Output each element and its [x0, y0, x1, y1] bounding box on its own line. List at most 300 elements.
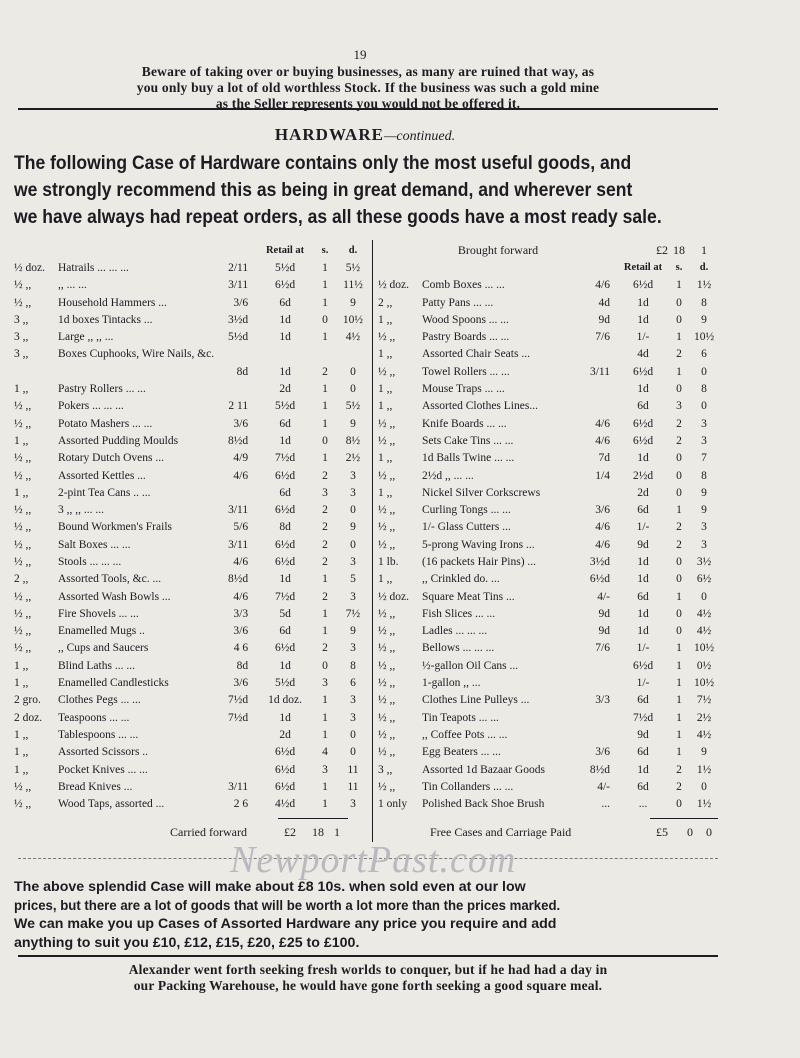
table-row: [378, 605, 718, 622]
pence: 8: [350, 659, 356, 672]
shillings: 2: [322, 504, 328, 517]
retail-price: 6½d: [275, 780, 296, 793]
retail-price: 1d: [637, 763, 649, 776]
pence: 8: [701, 296, 707, 309]
shillings: 1: [322, 400, 328, 413]
cost-price: [214, 726, 256, 743]
retail-price: 1/-: [636, 331, 650, 344]
table-row: [14, 398, 370, 415]
left-total-rule: [278, 818, 348, 819]
pence: 11: [347, 780, 359, 793]
retail-price: 2d: [637, 486, 649, 499]
free-cases-label: Free Cases and Carriage Paid: [430, 825, 572, 839]
intro-paragraph: [14, 150, 725, 231]
item-name: Hatrails ... ... ...: [57, 261, 129, 274]
retail-price: 5d: [279, 607, 291, 620]
shillings: 2: [676, 780, 682, 793]
qty-cell: 1 ,,: [14, 746, 29, 759]
cost-price: 4 6: [233, 642, 249, 655]
table-row: [14, 294, 370, 311]
qty-cell: ½ ,,: [378, 331, 396, 344]
pence: 0: [350, 504, 356, 517]
qty-cell: ½ ,,: [14, 417, 32, 430]
cost-price: ...: [601, 798, 610, 811]
retail-price: 1d: [279, 573, 291, 586]
table-row: [378, 398, 718, 415]
retail-price: 1d: [279, 365, 291, 378]
pence: 7½: [696, 694, 712, 707]
retail-price: 1/-: [636, 642, 650, 655]
retail-price: 6½d: [275, 746, 296, 759]
qty-cell: ½ ,,: [378, 780, 396, 793]
retail-price: 1d: [279, 331, 291, 344]
table-row: [14, 709, 370, 726]
shillings: 2: [676, 417, 682, 430]
qty-cell: ½ ,,: [14, 400, 32, 413]
item-name: Bound Workmen's Frails: [57, 521, 172, 534]
shillings: 0: [676, 625, 682, 638]
item-name: Mouse Traps ... ...: [422, 383, 505, 396]
retail-price: 6½d: [275, 642, 296, 655]
qty-cell: ½ ,,: [14, 504, 32, 517]
shillings: 1: [676, 694, 682, 707]
table-row: [14, 311, 370, 328]
item-name: Clothes Pegs ... ...: [57, 694, 141, 707]
item-name: Patty Pans ... ...: [422, 296, 494, 309]
retail-price: 1d: [279, 313, 291, 326]
item-name: Large ,, ,, ...: [57, 331, 114, 344]
table-row: [14, 640, 370, 657]
shillings: 1: [676, 590, 682, 603]
pence: 9: [701, 504, 707, 517]
carried-forward-shillings: 18: [312, 825, 324, 839]
pence: 0½: [696, 659, 712, 672]
retail-price: 6d: [637, 780, 649, 793]
pence: 6½: [696, 573, 712, 586]
pence: 9: [350, 521, 356, 534]
closing-line: We can make you up Cases of Assorted Hardware any price you require and add: [14, 916, 557, 932]
cost-price: 5/6: [233, 521, 249, 534]
shillings: 3: [322, 486, 328, 499]
table-row: [14, 623, 370, 640]
table-row: [378, 588, 718, 605]
shillings: 1: [322, 607, 328, 620]
intro-line: we have always had repeat orders, as all these goods have a most ready sale.: [14, 206, 662, 228]
carried-forward-pence: 1: [334, 825, 340, 839]
table-row: [14, 380, 370, 397]
shillings: 2: [322, 365, 328, 378]
item-name: Wood Taps, assorted ...: [57, 798, 165, 811]
table-row: [14, 796, 370, 813]
item-name: 1d boxes Tintacks ...: [57, 313, 153, 326]
pence: 5½: [345, 261, 361, 274]
shillings: 2: [676, 521, 682, 534]
qty-cell: 1 ,,: [378, 400, 393, 413]
cost-price: 4/6: [233, 555, 249, 568]
qty-cell: 1 ,,: [14, 677, 29, 690]
table-row: [14, 415, 370, 432]
item-name: Pastry Rollers ... ...: [57, 383, 146, 396]
pence: 1½: [696, 798, 712, 811]
cost-price: 4/-: [597, 590, 610, 603]
table-row: [14, 450, 370, 467]
item-name: ,, Coffee Pots ... ...: [422, 728, 508, 741]
pence: 0: [701, 365, 707, 378]
retail-price: 2½d: [632, 469, 654, 482]
retail-price: 6½d: [275, 763, 296, 776]
retail-price: 1d: [279, 711, 291, 724]
brought-forward-pounds: £2: [656, 243, 668, 258]
qty-cell: 3 ,,: [14, 313, 29, 326]
table-row: [14, 536, 370, 553]
item-name: Pocket Knives ... ...: [57, 763, 148, 776]
table-row: [378, 501, 718, 518]
qty-cell: ½ doz.: [378, 590, 409, 603]
item-name: 2-pint Tea Cans .. ...: [57, 486, 151, 499]
pence: 2½: [345, 452, 361, 465]
retail-price: 6d: [637, 504, 649, 517]
pence: 3: [350, 555, 356, 568]
cost-price: 7½d: [227, 694, 249, 707]
item-name: Comb Boxes ... ...: [422, 279, 505, 292]
pence: 7½: [345, 607, 361, 620]
retail-price: 1d: [279, 659, 291, 672]
item-name: Assorted Chair Seats ...: [422, 348, 530, 361]
shillings: 1: [676, 504, 682, 517]
carried-forward-pounds: £2: [284, 825, 296, 839]
shillings: 0: [676, 486, 682, 499]
carried-forward-label: Carried forward: [170, 825, 247, 839]
item-name: Egg Beaters ... ...: [422, 746, 501, 759]
retail-price: 5½d: [275, 261, 296, 274]
cost-price: 3/6: [595, 746, 610, 759]
item-name: Bread Knives ...: [57, 780, 133, 793]
table-row: [378, 277, 718, 294]
retail-price: 8d: [279, 521, 291, 534]
cost-price: [214, 744, 256, 761]
right-table-body: [378, 277, 718, 813]
retail-price: 6½d: [632, 365, 654, 378]
cost-price: 8½d: [227, 573, 249, 586]
qty-cell: 1 ,,: [378, 313, 393, 326]
item-name: Assorted Pudding Moulds: [57, 434, 179, 447]
qty-cell: 1 ,,: [378, 486, 393, 499]
item-name: Assorted Kettles ...: [57, 469, 146, 482]
qty-cell: ½ ,,: [14, 469, 32, 482]
table-row: [378, 709, 718, 726]
pence: 7: [701, 452, 707, 465]
pence: 3½: [696, 555, 712, 568]
pence: 4½: [696, 728, 712, 741]
retail-price: 6½d: [632, 279, 654, 292]
shillings: 3: [322, 763, 328, 776]
shillings: 2: [322, 521, 328, 534]
item-name: 1/- Glass Cutters ...: [422, 521, 511, 534]
table-row: [378, 415, 718, 432]
qty-cell: ½ ,,: [14, 452, 32, 465]
shillings: 1: [322, 383, 328, 396]
retail-header: Retail at: [623, 262, 663, 274]
pence: 5: [350, 573, 356, 586]
shillings: 0: [676, 313, 682, 326]
table-row: [14, 484, 370, 501]
qty-cell: 1 ,,: [378, 383, 393, 396]
table-row: [378, 311, 718, 328]
table-row: [14, 726, 370, 743]
retail-price: 1d: [637, 573, 649, 586]
qty-cell: 3 ,,: [14, 331, 29, 344]
retail-price: 6d: [637, 590, 649, 603]
qty-cell: ½ ,,: [14, 296, 32, 309]
shillings: 2: [676, 434, 682, 447]
pence: 9: [701, 746, 707, 759]
table-row: [14, 605, 370, 622]
shillings: 0: [676, 798, 682, 811]
warning-bottom-line: Alexander went forth seeking fresh worlds to conquer, but if he had had a day in: [128, 962, 608, 977]
shillings: 1: [322, 417, 328, 430]
cost-price: 4/6: [595, 434, 610, 447]
item-name: Teaspoons ... ...: [57, 711, 130, 724]
table-row: [378, 519, 718, 536]
cost-price: 4/6: [595, 279, 610, 292]
qty-cell: ½ ,,: [378, 504, 396, 517]
warning-top-line: as the Seller represents you would not be offered it.: [215, 96, 521, 111]
item-name: Salt Boxes ... ...: [57, 538, 131, 551]
pence: 10½: [693, 642, 715, 655]
table-row: [378, 571, 718, 588]
item-name: ,, Cups and Saucers: [57, 642, 149, 655]
cost-price: 3/11: [228, 780, 249, 793]
section-title-suffix: —continued.: [383, 129, 456, 144]
qty-cell: 3 ,,: [378, 763, 393, 776]
pence: 3: [350, 642, 356, 655]
cost-price: 3/3: [233, 607, 249, 620]
table-row: [14, 692, 370, 709]
retail-price: 6d: [279, 417, 291, 430]
qty-cell: 1 ,,: [14, 728, 29, 741]
retail-price: 6d: [279, 296, 291, 309]
cost-price: 9d: [598, 625, 610, 638]
item-name: Assorted Scissors ..: [57, 746, 149, 759]
item-name: Assorted Wash Bowls ...: [57, 590, 171, 603]
pence: 8: [701, 383, 707, 396]
item-name: Rotary Dutch Ovens ...: [57, 452, 165, 465]
shillings: 1: [322, 452, 328, 465]
cost-price: 3/3: [595, 694, 610, 707]
qty-cell: ½ ,,: [14, 607, 32, 620]
retail-price: 6½d: [275, 555, 296, 568]
item-name: Enamelled Candlesticks: [57, 677, 169, 690]
retail-price: 6½d: [632, 434, 654, 447]
retail-price: 1/-: [636, 521, 650, 534]
qty-cell: ½ ,,: [378, 434, 396, 447]
table-row: [14, 501, 370, 518]
pence: 10½: [693, 677, 715, 690]
shillings: 2: [322, 590, 328, 603]
pence: 9: [701, 313, 707, 326]
pence: 9: [350, 625, 356, 638]
qty-cell: ½ doz.: [378, 279, 409, 292]
cost-price: 4/6: [595, 417, 610, 430]
qty-cell: 2 ,,: [14, 573, 29, 586]
right-total-rule: [650, 818, 718, 819]
shillings: 2: [322, 555, 328, 568]
pence: 3: [350, 694, 356, 707]
retail-price: 2d: [279, 383, 291, 396]
table-row: [378, 761, 718, 778]
cost-price: [578, 709, 618, 726]
pence: 3: [701, 538, 707, 551]
pence: 3: [350, 469, 356, 482]
qty-cell: ½ ,,: [378, 607, 396, 620]
cost-price: 8½d: [589, 763, 610, 776]
pence: 11½: [343, 279, 363, 292]
item-name: Assorted 1d Bazaar Goods: [422, 763, 545, 776]
qty-cell: ½ ,,: [378, 711, 396, 724]
retail-price: 9d: [637, 728, 649, 741]
item-name: Blind Laths ... ...: [57, 659, 135, 672]
cost-price: 8d: [236, 659, 249, 672]
cost-price: 3/6: [233, 677, 249, 690]
retail-price: ...: [638, 798, 648, 811]
shillings: 0: [322, 659, 328, 672]
item-name: Tin Collanders ... ...: [422, 780, 514, 793]
intro-line: The following Case of Hardware contains only the most useful goods, and: [14, 152, 632, 174]
cost-price: [578, 398, 618, 415]
shillings: 1: [322, 296, 328, 309]
table-row: [378, 674, 718, 691]
closing-paragraph: [14, 878, 800, 952]
cost-price: 3/11: [228, 279, 249, 292]
shillings: 1: [322, 728, 328, 741]
item-name: Nickel Silver Corkscrews: [422, 486, 541, 499]
item-name: ,, Crinkled do. ...: [422, 573, 500, 586]
shillings: 2: [322, 469, 328, 482]
table-row: [378, 744, 718, 761]
retail-price: 7½d: [632, 711, 654, 724]
shillings: 3: [676, 400, 682, 413]
warning-top-line: you only buy a lot of old worthless Stock. If the business was such a gold mine: [136, 80, 600, 95]
table-row: [14, 467, 370, 484]
shillings: 1: [676, 365, 682, 378]
table-row: [378, 657, 718, 674]
shillings: 1: [322, 261, 328, 274]
brought-forward-pence: 1: [701, 243, 707, 258]
retail-header: Retail at: [265, 245, 305, 257]
cost-price: 3/11: [228, 538, 249, 551]
shillings: 0: [322, 434, 328, 447]
shillings: 1: [322, 711, 328, 724]
qty-cell: 1 lb.: [378, 555, 399, 568]
cost-price: 3/6: [233, 625, 249, 638]
pence: 9: [701, 486, 707, 499]
shillings: 2: [322, 642, 328, 655]
pence: 8: [701, 469, 707, 482]
item-name: Fish Slices ... ...: [422, 607, 496, 620]
cost-price: 3½d: [227, 313, 249, 326]
bottom-rule: [18, 955, 718, 957]
shillings: 0: [676, 607, 682, 620]
pence: 2½: [696, 711, 712, 724]
retail-price: 6d: [279, 625, 291, 638]
section-title: [0, 125, 730, 145]
shillings: 1: [676, 711, 682, 724]
cost-price: [578, 346, 618, 363]
cost-price: 7d: [598, 452, 610, 465]
table-row: [14, 328, 370, 345]
pence: 0: [350, 728, 356, 741]
retail-price: 6½d: [275, 469, 296, 482]
total-shillings: 0: [687, 825, 693, 839]
cost-price: 5½d: [227, 331, 249, 344]
pence: 3: [701, 417, 707, 430]
right-table-header: [378, 259, 718, 276]
shillings: 1: [322, 798, 328, 811]
qty-cell: 1 ,,: [14, 383, 29, 396]
item-name: Pokers ... ... ...: [57, 400, 124, 413]
retail-price: 6d: [637, 694, 649, 707]
pence: 3: [350, 711, 356, 724]
brought-forward-row: [378, 242, 718, 259]
qty-cell: ½ ,,: [14, 780, 32, 793]
table-row: [378, 467, 718, 484]
item-name: Wood Spoons ... ...: [422, 313, 509, 326]
qty-cell: ½ ,,: [378, 694, 396, 707]
retail-price: 1d: [637, 607, 649, 620]
shillings: 0: [676, 555, 682, 568]
left-table-body: [14, 259, 370, 813]
table-row: [14, 674, 370, 691]
pence: 0: [701, 590, 707, 603]
section-title-text: HARDWARE: [274, 125, 384, 144]
qty-cell: ½ ,,: [378, 417, 396, 430]
shillings: 1: [322, 331, 328, 344]
table-row: [378, 363, 718, 380]
item-name: Bellows ... ... ...: [422, 642, 495, 655]
qty-cell: 1 ,,: [378, 348, 393, 361]
qty-cell: ½ ,,: [378, 365, 396, 378]
pence: 11: [347, 763, 359, 776]
shillings: 2: [676, 348, 682, 361]
item-name: (16 packets Hair Pins) ...: [422, 555, 537, 568]
cost-price: 3/11: [589, 365, 610, 378]
qty-cell: 2 gro.: [14, 694, 41, 707]
item-name: Potato Mashers ... ...: [57, 417, 153, 430]
table-row: [378, 432, 718, 449]
pence: 0: [350, 383, 356, 396]
qty-cell: ½ ,,: [14, 590, 32, 603]
retail-price: 1d: [279, 434, 291, 447]
pence: 5½: [345, 400, 361, 413]
item-name: Square Meat Tins ...: [422, 590, 515, 603]
table-row: [378, 623, 718, 640]
pence: 3: [350, 798, 356, 811]
closing-line: prices, but there are a lot of goods that will be worth a lot more than the prices marked.: [14, 897, 561, 914]
shillings: 1: [676, 642, 682, 655]
pence: 3: [701, 521, 707, 534]
cost-price: [578, 380, 618, 397]
shillings: 1: [676, 746, 682, 759]
shillings: 1: [322, 780, 328, 793]
table-row: [378, 796, 718, 813]
item-name: 2½d ,, ... ...: [422, 469, 474, 482]
cost-price: 2 6: [233, 798, 249, 811]
retail-price: 6½d: [275, 279, 296, 292]
table-row: [14, 553, 370, 570]
qty-cell: [14, 363, 54, 380]
qty-cell: 1 ,,: [14, 659, 29, 672]
warning-top: [18, 64, 718, 112]
